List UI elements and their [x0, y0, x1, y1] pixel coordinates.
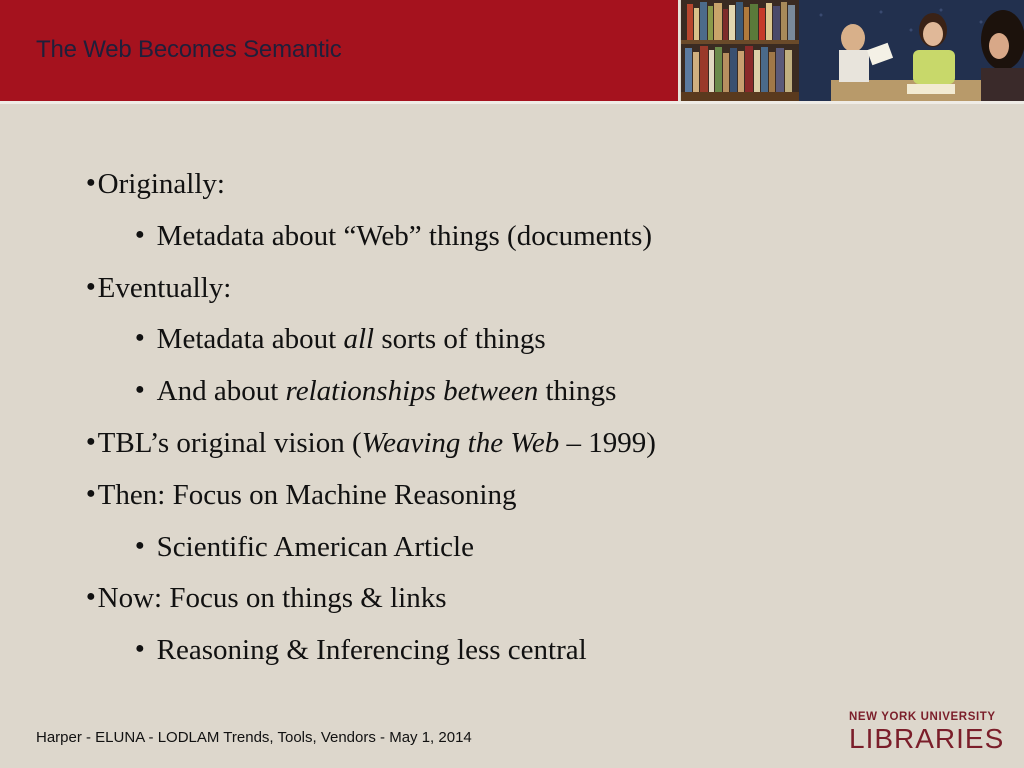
sub-bullet-item: [135, 375, 616, 408]
bullet-text: Reasoning & Inferencing less central: [156, 634, 587, 666]
nyu-libraries-logo: [849, 711, 1009, 755]
logo-line-1: NEW YORK UNIVERSITY: [849, 711, 996, 723]
bullet-text: Metadata about: [156, 323, 344, 355]
bullet-text: Now: Focus on things & links: [97, 582, 447, 614]
bullet-dot-icon: ●: [135, 226, 145, 244]
sub-bullet-item: [135, 220, 652, 253]
bullet-item: [86, 582, 447, 615]
sub-bullet-item: [135, 531, 474, 564]
slide-title: The Web Becomes Semantic: [36, 36, 342, 63]
bullet-dot-icon: ●: [86, 278, 96, 296]
footer-text: Harper - ELUNA - LODLAM Trends, Tools, Vendors - May 1, 2014: [36, 729, 472, 746]
bullet-dot-icon: ●: [135, 329, 145, 347]
bullet-dot-icon: ●: [86, 433, 96, 451]
header-divider: [0, 101, 1024, 104]
photo-illustration: [681, 0, 1024, 101]
bullet-text: And about: [156, 375, 286, 407]
bullet-dot-icon: ●: [135, 381, 145, 399]
bullet-text-italic: all: [343, 323, 375, 355]
bullet-dot-icon: ●: [135, 640, 145, 658]
sub-bullet-item: [135, 323, 546, 356]
slide-header: [0, 0, 1024, 104]
bullet-dot-icon: ●: [86, 174, 96, 192]
bullet-dot-icon: ●: [86, 485, 96, 503]
logo-line-2: LIBRARIES: [849, 723, 1005, 754]
library-students-photo: [681, 0, 1024, 101]
bullet-dot-icon: ●: [135, 537, 145, 555]
bullet-text: Eventually:: [97, 272, 232, 304]
bullet-item: [86, 479, 517, 512]
bullet-item: [86, 427, 656, 460]
bullet-dot-icon: ●: [86, 588, 96, 606]
bullet-text: Scientific American Article: [156, 531, 474, 563]
bullet-item: [86, 168, 225, 201]
sub-bullet-item: [135, 634, 587, 667]
bullet-text: TBL’s original vision (: [97, 427, 362, 459]
bullet-text: Then: Focus on Machine Reasoning: [97, 479, 517, 511]
bullet-text: things: [538, 375, 617, 407]
bullet-text: Originally:: [97, 168, 225, 200]
bullet-item: [86, 272, 231, 305]
bullet-text: sorts of things: [374, 323, 546, 355]
bullet-text: Metadata about “Web” things (documents): [156, 220, 653, 252]
title-band: [0, 0, 680, 101]
bullet-text: – 1999): [559, 427, 656, 459]
bullet-text-italic: relationships between: [285, 375, 539, 407]
bullet-text-italic: Weaving the Web: [361, 427, 560, 459]
